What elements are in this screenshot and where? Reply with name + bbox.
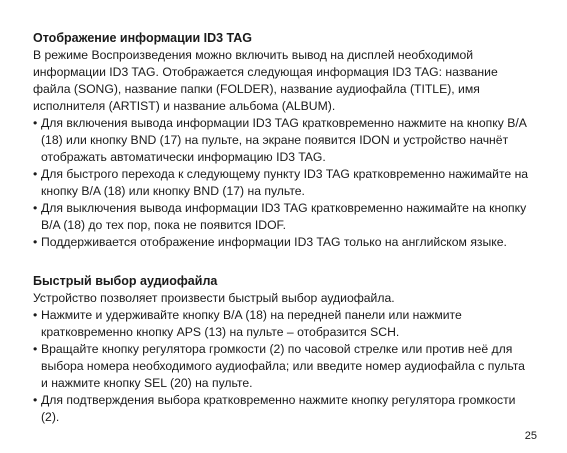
id3-tag-bullet-english: • Поддерживается отображение информации ID3 TAG только на английском языке. (33, 234, 533, 251)
id3-tag-section (33, 30, 533, 251)
page-number: 25 (524, 430, 537, 442)
quick-select-intro: Устройство позволяет произвести быстрый выбор аудиофайла. (33, 291, 395, 305)
id3-tag-bullet-disable: • Для выключения вывода информации ID3 TAG кратковременно нажимайте на кнопку B/A (18) до тех пор, пока не появится IDOF. (33, 200, 533, 234)
id3-tag-list (33, 115, 533, 251)
id3-tag-bullet-enable: • Для включения вывода информации ID3 TAG кратковременно нажмите на кнопку B/A (18) или кнопку BND (17) на пульте, на экране появится IDON и устройство начнёт отображать автоматически информацию ID3 TAG. (33, 115, 533, 166)
quick-select-section (33, 273, 533, 426)
quick-select-bullet-rotate: • Вращайте кнопку регулятора громкости (2) по часовой стрелке или против неё для выбора номера необходимого аудиофайла; или введите номер аудиофайла с пульта и нажмите кнопку SEL (20) на пульте. (33, 341, 533, 392)
quick-select-list (33, 307, 533, 426)
quick-select-bullet-hold: • Нажмите и удерживайте кнопку B/A (18) на передней панели или нажмите кратковременно кнопку APS (13) на пульте – отобразится SCH. (33, 307, 533, 341)
id3-tag-intro: В режиме Воспроизведения можно включить вывод на дисплей необходимой информации ID3 TAG. Отображается следующая информация ID3 TAG: название файла (SONG), название папки (FOLDER), название аудиофайла (TITLE), имя исполнителя (ARTIST) и название альбома (ALBUM). (33, 48, 498, 113)
quick-select-bullet-confirm: • Для подтверждения выбора кратковременно нажмите кнопку регулятора громкости (2). (33, 392, 533, 426)
id3-tag-heading: Отображение информации ID3 TAG (33, 31, 252, 45)
id3-tag-bullet-next: • Для быстрого перехода к следующему пункту ID3 TAG кратковременно нажимайте на кнопку B/A (18) или кнопку BND (17) на пульте. (33, 166, 533, 200)
manual-page (33, 30, 533, 426)
quick-select-heading: Быстрый выбор аудиофайла (33, 274, 218, 288)
